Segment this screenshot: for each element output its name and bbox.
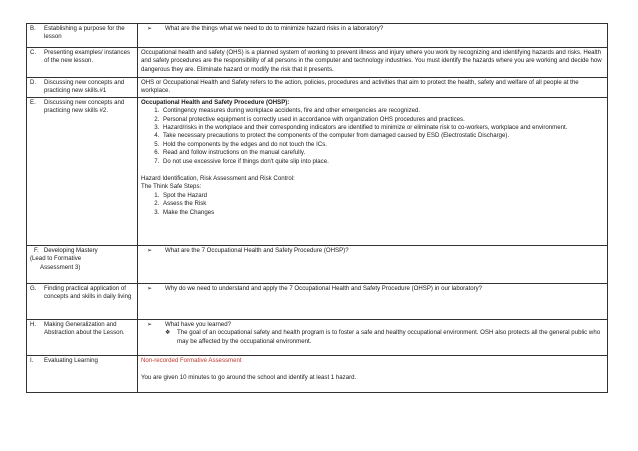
arrow-bullet-icon: ➢ bbox=[147, 320, 153, 328]
procedure-list bbox=[141, 107, 604, 166]
table-row bbox=[27, 24, 608, 48]
row-label-cell bbox=[27, 97, 138, 245]
spacer bbox=[141, 365, 604, 374]
row-number: G. bbox=[30, 284, 37, 292]
row-label-cell bbox=[27, 245, 138, 283]
hazard-title: Hazard Identification, Risk Assessment and Risk Control: bbox=[141, 175, 295, 183]
row-label: Establishing a purpose for the lesson bbox=[44, 25, 125, 41]
table-row bbox=[27, 97, 608, 245]
row-label: Discussing new concepts and practicing new skills #2. bbox=[44, 98, 125, 115]
bullet-text: What have you learned? bbox=[165, 320, 232, 328]
section-heading: Occupational Health and Safety Procedure (OHSP): bbox=[141, 98, 290, 106]
row-label-cell bbox=[27, 48, 138, 78]
spacer bbox=[141, 166, 604, 175]
sub-bullet-text: The goal of an occupational safety and health program is to foster a safe and healthy occupational environment. OSH also protects all the general public who may be affected by the occupational environment. bbox=[177, 329, 601, 345]
list-item: 7. Do not use excessive force if things don't quite slip into place. bbox=[161, 158, 604, 166]
lesson-plan-table bbox=[26, 23, 608, 393]
diamond-bullet-icon: ❖ bbox=[165, 329, 171, 337]
arrow-bullet-icon: ➢ bbox=[147, 246, 153, 254]
list-item: 6. Read and follow instructions on the manual carefully. bbox=[161, 149, 604, 157]
row-label-line: Developing Mastery bbox=[43, 246, 98, 254]
row-label: Discussing new concepts and practicing new skills.#1 bbox=[44, 79, 125, 95]
bullet-text: What are the 7 Occupational Health and Safety Procedure (OHSP)? bbox=[165, 246, 349, 254]
row-number: D. bbox=[30, 79, 37, 86]
table-row bbox=[27, 319, 608, 355]
row-label-cell bbox=[27, 319, 138, 355]
list-item: 3. Make the Changes bbox=[161, 209, 604, 217]
row-label-cell bbox=[27, 78, 138, 98]
row-content-cell bbox=[138, 97, 608, 245]
row-label: Presenting examples/ instances of the new lesson. bbox=[44, 49, 131, 65]
row-content-cell bbox=[138, 48, 608, 78]
row-label-cell bbox=[27, 355, 138, 392]
steps-title: The Think Safe Steps: bbox=[141, 183, 202, 191]
list-item: 3. Hazard/risks in the workplace and their corresponding indicators are identified to minimize or eliminate risk to co-workers, workplace and environment. bbox=[161, 124, 604, 132]
row-content-cell bbox=[138, 355, 608, 392]
row-label-cell bbox=[27, 283, 138, 319]
row-number: C. bbox=[30, 49, 37, 56]
row-content-cell bbox=[138, 283, 608, 319]
bullet-text: Why do we need to understand and apply the 7 Occupational Health and Safety Procedure (OHSP) in our laboratory? bbox=[165, 284, 483, 292]
row-label: Evaluating Learning bbox=[44, 356, 98, 364]
assessment-instruction: You are given 10 minutes to go around the school and identify at least 1 hazard. bbox=[141, 374, 357, 382]
row-content-cell bbox=[138, 78, 608, 98]
table-row bbox=[27, 245, 608, 283]
row-label: Making Generalization and Abstraction about the Lesson. bbox=[44, 320, 125, 337]
row-number: I. bbox=[30, 356, 34, 364]
list-item: 2. Assess the Risk bbox=[161, 200, 604, 208]
paragraph: Occupational health and safety (OHS) is a planned system of working to prevent illness and injury where you work by recognizing and identifying hazards and risks. Health and safety procedures are the responsibility of all persons in the computer and technology industries. You must identify the hazards where you are working and decide how dangerous they are. Eliminate hazard or modify the risk that it presents. bbox=[141, 49, 602, 73]
list-item: 2. Personal protective equipment is correctly used in accordance with organization OHS procedures and practices. bbox=[161, 116, 604, 124]
steps-list bbox=[141, 192, 604, 217]
row-label-line: (Lead to Formative bbox=[30, 255, 82, 263]
row-content-cell bbox=[138, 245, 608, 283]
table-row bbox=[27, 78, 608, 98]
row-number: B. bbox=[30, 25, 36, 32]
list-item: 1. Contingency measures during workplace accidents, fire and other emergencies are recognized. bbox=[161, 107, 604, 115]
row-label-line: Assessment 3) bbox=[40, 263, 81, 271]
list-item: 5. Hold the components by the edges and do not touch the ICs. bbox=[161, 141, 604, 149]
arrow-bullet-icon: ➢ bbox=[147, 25, 153, 32]
paragraph: OHS or Occupational Health and Safety refers to the action, policies, procedures and activities that aim to protect the health, safety and welfare of all people at the workplace. bbox=[141, 79, 579, 95]
row-content-cell bbox=[138, 319, 608, 355]
row-label-cell bbox=[27, 24, 138, 48]
list-item: 1. Spot the Hazard bbox=[161, 192, 604, 200]
table-row bbox=[27, 48, 608, 78]
row-number: H. bbox=[30, 320, 37, 328]
table-row bbox=[27, 355, 608, 392]
arrow-bullet-icon: ➢ bbox=[147, 284, 153, 292]
assessment-type: Non-recorded Formative Assessment bbox=[141, 356, 242, 364]
table-row bbox=[27, 283, 608, 319]
list-item: 4. Take necessary precautions to protect the components of the computer from damaged caused by ESD (Electrostatic Discharge). bbox=[161, 132, 604, 140]
row-content-cell bbox=[138, 24, 608, 48]
row-number: F. bbox=[34, 246, 39, 254]
row-number: E. bbox=[30, 98, 36, 106]
bullet-text: What are the things what we need to do to minimize hazard risks in a laboratory? bbox=[165, 25, 384, 32]
row-label: Finding practical application of concepts and skills in daily living bbox=[44, 284, 132, 301]
